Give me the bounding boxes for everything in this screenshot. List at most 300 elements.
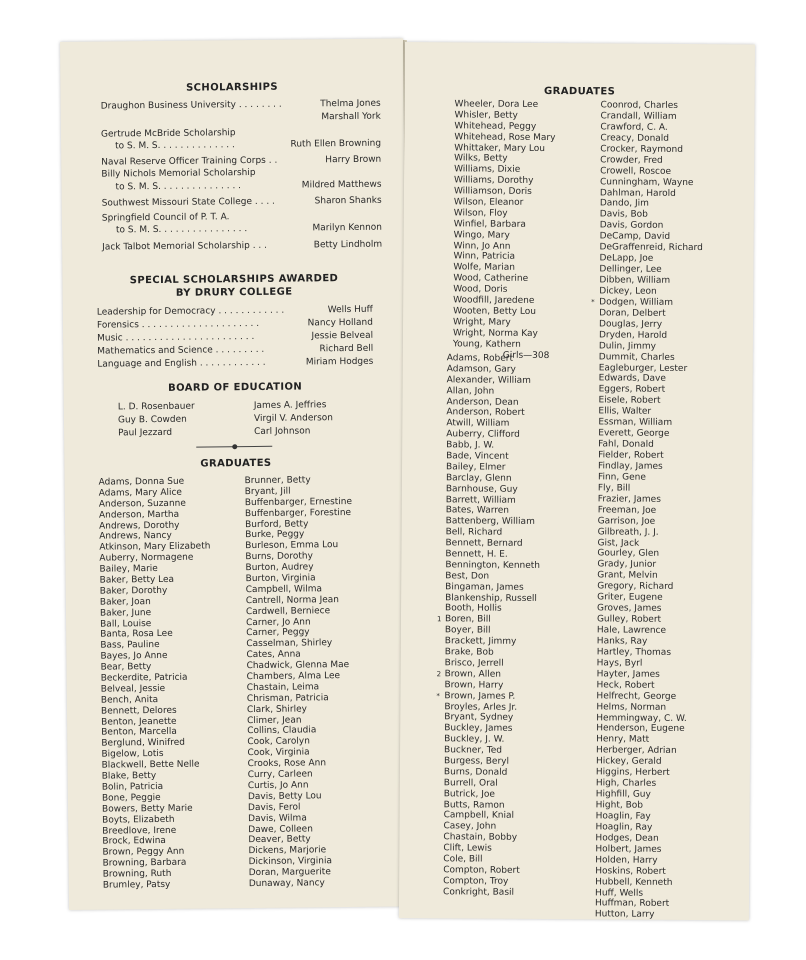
graduate-name-text: Booth, Hollis xyxy=(445,603,502,615)
graduate-name-text: Finn, Gene xyxy=(597,472,646,483)
graduate-name xyxy=(596,724,699,736)
graduate-name: Davis, Wilma xyxy=(248,813,307,824)
graduate-name xyxy=(596,735,699,747)
scholarship-recipient: Marilyn Kennon xyxy=(312,222,383,234)
graduate-name-text: Grant, Melvin xyxy=(597,570,658,582)
graduate-name: Bayes, Jo Anne xyxy=(100,651,168,662)
graduate-name: Adams, Mary Alice xyxy=(98,487,182,499)
girls-column xyxy=(453,99,556,350)
graduate-name-text: Huffman, Robert xyxy=(594,898,670,910)
graduate-name: Baker, Betty Lea xyxy=(99,574,175,586)
scholarship-row xyxy=(101,99,381,113)
graduate-name xyxy=(600,177,703,189)
graduate-name: Williamson, Doris xyxy=(453,186,532,198)
graduate-name: Buffenbarger, Ernestine xyxy=(244,496,353,508)
graduate-name: Bear, Betty xyxy=(100,662,152,673)
graduate-name: Wood, Doris xyxy=(453,284,508,295)
graduate-name: Auberry, Normagene xyxy=(99,552,194,564)
graduate-name: Bolin, Patricia xyxy=(101,781,164,793)
graduate-name xyxy=(447,386,542,398)
graduate-name xyxy=(596,691,699,703)
graduate-name xyxy=(598,450,701,462)
graduate-name: Collins, Claudia xyxy=(247,725,317,737)
graduate-name: Wilks, Betty xyxy=(454,153,508,165)
scholarship-name: to S. M. S. . . . . . . . . . . . . . . . xyxy=(115,224,248,236)
graduate-mark: 2 xyxy=(436,670,442,679)
graduate-name: Whitehead, Rose Mary xyxy=(454,132,556,143)
board-member: Carl Johnson xyxy=(254,426,311,437)
ornament-dot xyxy=(232,444,237,449)
graduate-name xyxy=(598,516,701,528)
graduate-name: Andrews, Nancy xyxy=(99,531,172,543)
graduate-name-text: Hoaglin, Fay xyxy=(595,811,651,822)
graduate-name-text: DeGraffenreid, Richard xyxy=(599,242,703,254)
special-scholarship-row xyxy=(97,318,373,332)
graduate-name xyxy=(446,506,541,518)
graduate-name-text: Dulin, Jimmy xyxy=(598,340,656,352)
board-heading: BOARD OF EDUCATION xyxy=(168,381,303,394)
graduate-name: Wheeler, Dora Lee xyxy=(454,99,539,110)
graduate-name: Burton, Virginia xyxy=(245,573,316,585)
graduate-name: Burns, Dorothy xyxy=(245,551,314,563)
graduate-name xyxy=(598,428,701,440)
special-scholarship-row xyxy=(97,357,373,371)
graduate-name xyxy=(446,408,541,420)
special-award: Forensics . . . . . . . . . . . . . . . . . . . . . xyxy=(96,318,260,331)
graduate-name-text: Helms, Norman xyxy=(596,701,667,713)
scholarship-row xyxy=(115,180,381,194)
graduate-name-text: Crandall, William xyxy=(600,111,677,122)
graduate-name-text: Herberger, Adrian xyxy=(596,745,677,757)
graduate-name-text: Helfrecht, George xyxy=(596,690,677,702)
graduate-name xyxy=(596,800,699,812)
graduate-name xyxy=(595,899,698,911)
graduate-name xyxy=(445,549,540,561)
graduate-name xyxy=(447,375,542,387)
graduate-name-text: Hartley, Thomas xyxy=(596,647,672,658)
graduate-name xyxy=(446,419,541,431)
graduate-name xyxy=(444,800,539,812)
scholarship-name: to S. M. S. . . . . . . . . . . . . . . xyxy=(115,181,242,193)
graduate-name-text: Crawford, C. A. xyxy=(600,122,668,133)
graduate-name xyxy=(444,756,539,768)
graduate-name: Wolfe, Marian xyxy=(453,262,515,274)
graduate-name xyxy=(446,528,541,540)
graduate-name xyxy=(595,855,698,867)
graduate-name: Anderson, Suzanne xyxy=(98,498,186,510)
graduate-name xyxy=(599,374,702,386)
graduate-name-text: Crocker, Raymond xyxy=(600,144,683,155)
graduate-name-text: Atwill, William xyxy=(446,418,510,430)
graduate-name-text: Griter, Eugene xyxy=(597,592,663,603)
graduate-name xyxy=(599,319,702,331)
scholarship-name: Naval Reserve Officer Training Corps . . xyxy=(101,155,278,168)
graduate-name xyxy=(595,844,698,856)
graduate-name-text: Creacy, Donald xyxy=(600,133,670,144)
scholarship-name: Southwest Missouri State College . . . . xyxy=(101,196,275,209)
special-scholarships-list xyxy=(96,304,374,370)
graduate-name: Andrews, Dorothy xyxy=(99,520,180,532)
graduate-name-text: Hodges, Dean xyxy=(595,833,659,844)
scholarship-row xyxy=(102,196,382,210)
graduate-name xyxy=(443,865,538,877)
graduate-name xyxy=(596,811,699,823)
graduate-name-text: Holbert, James xyxy=(595,844,662,855)
graduate-name xyxy=(597,658,700,670)
left-page xyxy=(60,38,412,910)
graduate-name: Blake, Betty xyxy=(101,771,157,782)
graduate-name: Winn, Patricia xyxy=(453,251,516,263)
special-award: Leadership for Democracy . . . . . . . . . . . . xyxy=(96,305,285,318)
scholarship-recipient: Ruth Ellen Browning xyxy=(290,138,382,150)
graduate-name: Cook, Carolyn xyxy=(247,736,310,748)
graduate-name-text: Butrick, Joe xyxy=(443,788,495,800)
scholarship-name: Gertrude McBride Scholarship xyxy=(100,128,236,140)
special-scholarships-heading: SPECIAL SCHOLARSHIPS AWARDED xyxy=(129,273,339,287)
graduate-mark: * xyxy=(436,691,440,700)
graduate-name xyxy=(600,243,703,255)
graduate-name: Blackwell, Bette Nelle xyxy=(101,759,200,771)
graduate-name: Chadwick, Glenna Mae xyxy=(246,660,350,672)
graduate-name-text: Bingaman, James xyxy=(445,581,524,593)
graduate-name xyxy=(597,603,700,615)
graduate-name-text: Bryant, Sydney xyxy=(444,712,514,724)
graduate-name xyxy=(443,843,538,855)
graduate-name: Dickinson, Virginia xyxy=(248,856,333,868)
graduate-name-text: Babb, J. W. xyxy=(446,440,495,451)
graduate-name xyxy=(444,734,539,746)
graduate-name-text: Best, Don xyxy=(445,571,490,582)
graduate-name xyxy=(445,593,540,605)
graduate-name: Deaver, Betty xyxy=(248,834,311,846)
special-scholarship-row xyxy=(97,305,373,319)
graduate-name-text: Anderson, Robert xyxy=(446,407,525,419)
graduate-name xyxy=(444,713,539,725)
graduate-name: Bass, Pauline xyxy=(100,640,160,651)
board-member: James A. Jeffries xyxy=(253,400,327,411)
graduate-name xyxy=(443,822,538,834)
graduate-name xyxy=(600,232,703,244)
graduate-name-text: Bennett, H. E. xyxy=(445,549,508,560)
girls-total: Girls—308 xyxy=(502,350,550,362)
special-recipient: Richard Bell xyxy=(316,344,373,355)
graduates-heading-left: GRADUATES xyxy=(200,457,272,470)
graduate-name: Clark, Shirley xyxy=(246,704,307,715)
graduate-name-text: Allan, John xyxy=(446,385,495,397)
graduate-name-text: Brown, Allen xyxy=(444,669,501,680)
graduate-name xyxy=(598,439,701,451)
graduate-name-text: Hubbell, Kenneth xyxy=(595,876,673,888)
graduate-name xyxy=(600,221,703,233)
scholarship-recipient: Betty Lindholm xyxy=(313,239,383,251)
graduate-name: Casselman, Shirley xyxy=(246,638,333,650)
graduate-name-text: Dummit, Charles xyxy=(598,351,675,363)
graduate-name-text: Hays, Byrl xyxy=(596,658,643,669)
graduate-name-text: Burrell, Oral xyxy=(443,778,498,789)
graduate-name xyxy=(598,483,701,495)
graduate-name xyxy=(597,625,700,637)
board-member: Paul Jezzard xyxy=(118,427,173,439)
graduate-name-text: Buckley, James xyxy=(444,723,513,735)
graduate-name: Williams, Dixie xyxy=(454,164,521,176)
graduate-name: Bench, Anita xyxy=(100,694,159,706)
special-scholarship-row xyxy=(97,331,373,345)
graduate-name: Chambers, Alma Lee xyxy=(246,671,341,683)
scholarship-name: Billy Nichols Memorial Scholarship xyxy=(101,167,256,180)
graduate-name-text: Boyer, Bill xyxy=(444,625,491,636)
graduate-name: Dawe, Colleen xyxy=(248,823,313,835)
graduate-name-text: DeLapp, Joe xyxy=(599,253,654,264)
graduate-name xyxy=(591,297,702,309)
graduate-name xyxy=(443,832,538,844)
scholarship-row xyxy=(102,240,382,254)
graduate-name xyxy=(597,647,700,659)
graduate-name xyxy=(447,353,542,365)
graduate-name: Davis, Ferol xyxy=(247,802,301,813)
graduate-name-text: Holden, Harry xyxy=(595,855,658,866)
graduate-name: Benton, Jeanette xyxy=(101,716,177,728)
graduate-name: Chrisman, Patricia xyxy=(246,693,329,704)
graduate-name xyxy=(445,571,540,583)
graduate-name-text: Findlay, James xyxy=(598,461,663,472)
graduate-name xyxy=(445,538,540,550)
graduate-name-text: Henderson, Eugene xyxy=(596,723,685,735)
graduate-name-text: Buckner, Ted xyxy=(444,745,503,756)
graduate-name-text: Higgins, Herbert xyxy=(595,767,670,779)
graduate-name: Burton, Audrey xyxy=(245,562,314,574)
scholarship-name: to S. M. S. . . . . . . . . . . . . . xyxy=(115,140,235,152)
graduate-name: Breedlove, Irene xyxy=(102,825,177,837)
graduate-name-text: Eggers, Robert xyxy=(598,384,666,396)
graduate-name xyxy=(445,636,540,648)
graduate-name xyxy=(600,210,703,222)
graduate-name-text: Hutton, Larry xyxy=(594,909,655,921)
graduate-name xyxy=(446,473,541,485)
graduate-name xyxy=(595,833,698,845)
graduates-column-1 xyxy=(99,476,214,891)
graduate-name-text: Gulley, Robert xyxy=(596,614,662,625)
graduate-name xyxy=(598,461,701,473)
graduate-name-text: Davis, Gordon xyxy=(599,220,664,232)
graduates-column-2 xyxy=(245,475,357,890)
graduate-name-text: Dando, Jim xyxy=(599,198,649,210)
graduate-name-text: Butts, Ramon xyxy=(443,799,505,811)
graduate-name-text: DeCamp, David xyxy=(599,231,671,243)
graduate-name-text: Cunningham, Wayne xyxy=(599,176,694,188)
graduate-name-text: Anderson, Dean xyxy=(446,396,519,408)
graduate-name xyxy=(595,822,698,834)
graduate-name: Climer, Jean xyxy=(247,715,302,726)
graduate-name: Winfiel, Barbara xyxy=(453,219,526,230)
graduate-name-text: Essman, William xyxy=(598,417,673,429)
graduate-name-text: Dellinger, Lee xyxy=(599,264,662,275)
graduate-name: Bigelow, Lotis xyxy=(101,749,164,760)
graduate-name: Cantrell, Norma Jean xyxy=(245,594,340,606)
graduate-name-text: Campbell, Knial xyxy=(443,810,515,822)
graduate-name-text: Davis, Bob xyxy=(599,209,648,221)
graduate-name xyxy=(595,910,698,922)
graduate-name-text: Dahlman, Harold xyxy=(599,187,676,199)
graduate-name-text: Hickey, Gerald xyxy=(595,756,662,768)
graduate-name: Williams, Dorothy xyxy=(453,175,534,187)
graduate-name xyxy=(444,680,539,692)
graduate-name xyxy=(599,275,702,287)
graduate-name xyxy=(444,811,539,823)
graduate-name: Ball, Louise xyxy=(100,618,152,630)
graduate-name xyxy=(599,286,702,298)
graduate-name: Cook, Virginia xyxy=(247,747,310,759)
right-page xyxy=(399,42,755,920)
graduate-name xyxy=(446,440,541,452)
graduate-name-text: Cole, Bill xyxy=(443,854,483,865)
graduate-name-text: Casey, John xyxy=(443,821,497,832)
graduate-name xyxy=(445,560,540,572)
graduate-name-text: Edwards, Dave xyxy=(598,373,666,385)
graduate-name xyxy=(436,669,540,681)
graduate-name-text: Chastain, Bobby xyxy=(443,832,518,843)
graduate-name: Wooten, Betty Lou xyxy=(453,306,537,317)
graduate-name: Wright, Norma Kay xyxy=(452,328,538,339)
graduate-name-text: Crowder, Fred xyxy=(600,155,663,166)
graduate-name: Brunner, Betty xyxy=(244,475,311,487)
graduate-name: Baker, Dorothy xyxy=(99,585,168,597)
graduate-name xyxy=(599,385,702,397)
graduate-name xyxy=(445,604,540,616)
graduate-name-text: Fly, Bill xyxy=(597,483,631,494)
graduate-name-text: Eisele, Robert xyxy=(598,395,661,407)
graduate-mark: * xyxy=(591,298,595,307)
graduate-name xyxy=(600,122,703,134)
graduate-name-text: Hayter, James xyxy=(596,669,660,680)
graduate-name xyxy=(598,505,701,517)
graduate-name-text: High, Charles xyxy=(595,778,657,789)
graduate-name-text: Alexander, William xyxy=(446,375,531,386)
graduate-name xyxy=(436,690,539,703)
graduate-name xyxy=(599,253,702,265)
graduate-name-text: Groves, James xyxy=(597,603,662,614)
graduate-name: Dunaway, Nancy xyxy=(248,878,325,890)
graduate-name-text: Crowell, Roscoe xyxy=(600,165,672,177)
board-member: Guy B. Cowden xyxy=(117,414,187,426)
graduate-name: Adams, Donna Sue xyxy=(98,476,185,488)
graduate-name: Baker, June xyxy=(99,607,152,619)
boys-column-2 xyxy=(591,100,704,921)
graduate-name xyxy=(597,582,700,594)
graduate-name-text: Hale, Lawrence xyxy=(596,625,667,636)
graduate-name-text: Eagleburger, Lester xyxy=(598,362,688,374)
scholarship-recipient: Mildred Matthews xyxy=(301,179,382,191)
graduate-name xyxy=(443,887,538,899)
graduate-name: Wilson, Floy xyxy=(453,208,508,219)
graduate-name: Curry, Carleen xyxy=(247,769,313,781)
graduate-name xyxy=(597,669,700,681)
graduate-name-text: Gourley, Glen xyxy=(597,548,660,560)
special-recipient: Miriam Hodges xyxy=(303,357,374,369)
graduate-name xyxy=(445,658,540,670)
graduate-name xyxy=(597,560,700,572)
scholarship-row xyxy=(101,167,381,181)
graduate-name xyxy=(599,264,702,276)
graduate-name-text: Bennington, Kenneth xyxy=(445,560,541,571)
graduate-name xyxy=(598,472,701,484)
graduate-name: Wilson, Eleanor xyxy=(453,197,524,208)
graduate-name: Wright, Mary xyxy=(453,317,511,328)
graduate-name: Whitehead, Peggy xyxy=(454,121,537,132)
graduate-name: Anderson, Martha xyxy=(98,509,180,521)
graduate-name: Whisler, Betty xyxy=(454,110,518,121)
graduate-name xyxy=(599,308,702,320)
graduate-name xyxy=(596,680,699,692)
graduate-name xyxy=(599,363,702,375)
graduate-name: Burke, Peggy xyxy=(245,529,305,541)
board-members-left xyxy=(118,401,195,441)
graduate-name xyxy=(446,397,541,409)
graduate-name xyxy=(446,517,541,529)
graduate-name-text: Ellis, Walter xyxy=(598,406,652,417)
graduate-name-text: Hemmingway, C. W. xyxy=(596,712,687,724)
special-award: Mathematics and Science . . . . . . . . . xyxy=(97,344,265,357)
board-member: L. D. Rosenbauer xyxy=(117,401,195,413)
graduate-name xyxy=(444,789,539,801)
graduate-name xyxy=(445,582,540,594)
graduate-name xyxy=(446,495,541,507)
graduate-name-text: Buckley, J. W. xyxy=(444,734,505,745)
graduate-name-text: Burgess, Beryl xyxy=(443,756,510,767)
graduate-name xyxy=(595,866,698,878)
graduate-name-text: Heck, Robert xyxy=(596,680,655,691)
special-scholarship-row xyxy=(97,344,373,358)
graduate-name xyxy=(596,768,699,780)
graduate-name xyxy=(599,352,702,364)
graduate-name xyxy=(596,746,699,758)
graduate-name-text: Clift, Lewis xyxy=(443,843,492,854)
graduate-name-text: Barrett, William xyxy=(445,494,516,506)
graduate-name-text: Coonrod, Charles xyxy=(600,100,678,111)
graduate-name: Beckerdite, Patricia xyxy=(100,672,188,684)
board-members-right xyxy=(254,399,333,439)
graduate-name-text: Auberry, Clifford xyxy=(446,429,520,441)
graduate-name: Boyts, Elizabeth xyxy=(102,814,175,826)
graduate-name-text: Bennett, Bernard xyxy=(445,538,523,549)
special-recipient: Jessie Belveal xyxy=(308,331,373,343)
graduate-name: Bone, Peggie xyxy=(101,792,161,804)
graduate-name xyxy=(597,593,700,605)
graduate-name-text: Adamson, Gary xyxy=(446,364,516,375)
scholarship-recipient: Harry Brown xyxy=(325,154,382,166)
graduate-name xyxy=(446,462,541,474)
graduate-name xyxy=(600,199,703,211)
graduate-name-text: Dodgen, William xyxy=(599,297,674,308)
graduate-mark: 1 xyxy=(436,615,442,624)
graduate-name: Browning, Ruth xyxy=(102,868,172,880)
graduate-name: Buffenbarger, Forestine xyxy=(244,507,352,519)
graduate-name: Browning, Barbara xyxy=(102,857,187,869)
graduate-name-text: Bade, Vincent xyxy=(446,451,509,462)
graduate-name-text: Barclay, Glenn xyxy=(445,473,512,484)
graduate-name: Belveal, Jessie xyxy=(100,683,166,695)
graduate-name xyxy=(446,430,541,442)
scholarship-row xyxy=(115,139,381,153)
graduate-name-text: Battenberg, William xyxy=(445,516,535,528)
graduate-name-text: Freeman, Joe xyxy=(597,505,657,516)
board-member: Virgil V. Anderson xyxy=(253,413,334,424)
graduate-name xyxy=(597,636,700,648)
special-recipient: Nancy Holland xyxy=(305,318,373,330)
graduate-name-text: Frazier, James xyxy=(597,494,661,505)
graduate-name xyxy=(436,614,540,627)
graduate-name-text: Bell, Richard xyxy=(445,527,503,538)
graduate-name: Curtis, Jo Ann xyxy=(247,780,309,792)
